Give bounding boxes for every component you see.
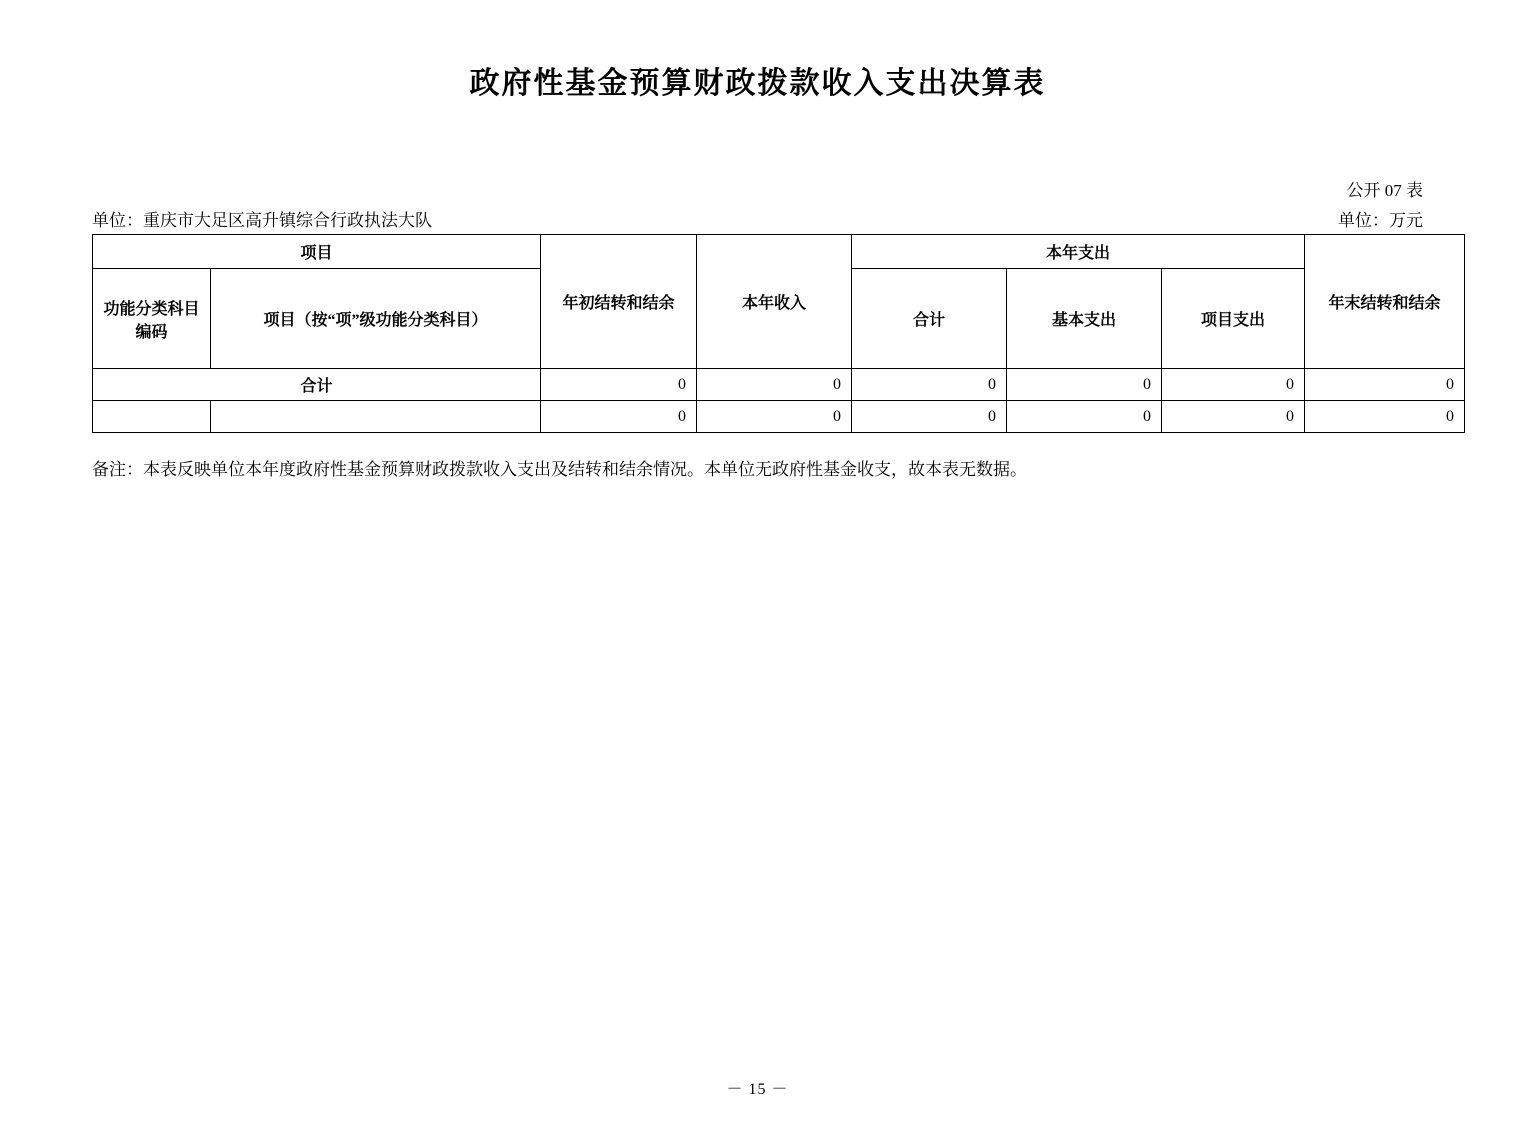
document-page [0,58,1515,1127]
cell-expense-total: 0 [852,401,1007,433]
cell-begin-balance: 0 [541,401,697,433]
budget-table [92,234,1465,433]
unit-label: 单位：重庆市大足区高升镇综合行政执法大队 [92,211,432,230]
total-year-income: 0 [697,369,852,401]
meta-row [92,206,1423,231]
form-code-label: 公开 07 表 [1346,181,1423,200]
page-title: 政府性基金预算财政拨款收入支出决算表 [469,67,1046,100]
table-header-row-1 [93,235,1465,269]
total-expense-total: 0 [852,369,1007,401]
total-end-balance: 0 [1305,369,1465,401]
total-basic-expense: 0 [1007,369,1162,401]
total-row-label: 合计 [93,369,541,401]
cell-project-expense: 0 [1162,401,1305,433]
table-note: 备注：本表反映单位本年度政府性基金预算财政拨款收入支出及结转和结余情况。本单位无政府性基金收支，故本表无数据。 [92,460,1027,479]
total-begin-balance: 0 [541,369,697,401]
total-project-expense: 0 [1162,369,1305,401]
cell-function-code [93,401,211,433]
header-year-income: 本年收入 [697,235,852,369]
header-expense-total: 合计 [852,269,1007,369]
cell-basic-expense: 0 [1007,401,1162,433]
cell-year-income: 0 [697,401,852,433]
header-function-code: 功能分类科目编码 [93,269,211,369]
cell-project-name [211,401,541,433]
table-row [93,369,1465,401]
table-row [93,401,1465,433]
header-project-name: 项目（按“项”级功能分类科目） [211,269,541,369]
header-end-balance: 年末结转和结余 [1305,235,1465,369]
header-begin-balance: 年初结转和结余 [541,235,697,369]
header-project-group: 项目 [93,235,541,269]
amount-unit-label: 单位：万元 [1338,211,1423,230]
header-basic-expense: 基本支出 [1007,269,1162,369]
cell-end-balance: 0 [1305,401,1465,433]
page-number: － 15 － [726,1081,789,1098]
header-project-expense: 项目支出 [1162,269,1305,369]
header-year-expense-group: 本年支出 [852,235,1305,269]
